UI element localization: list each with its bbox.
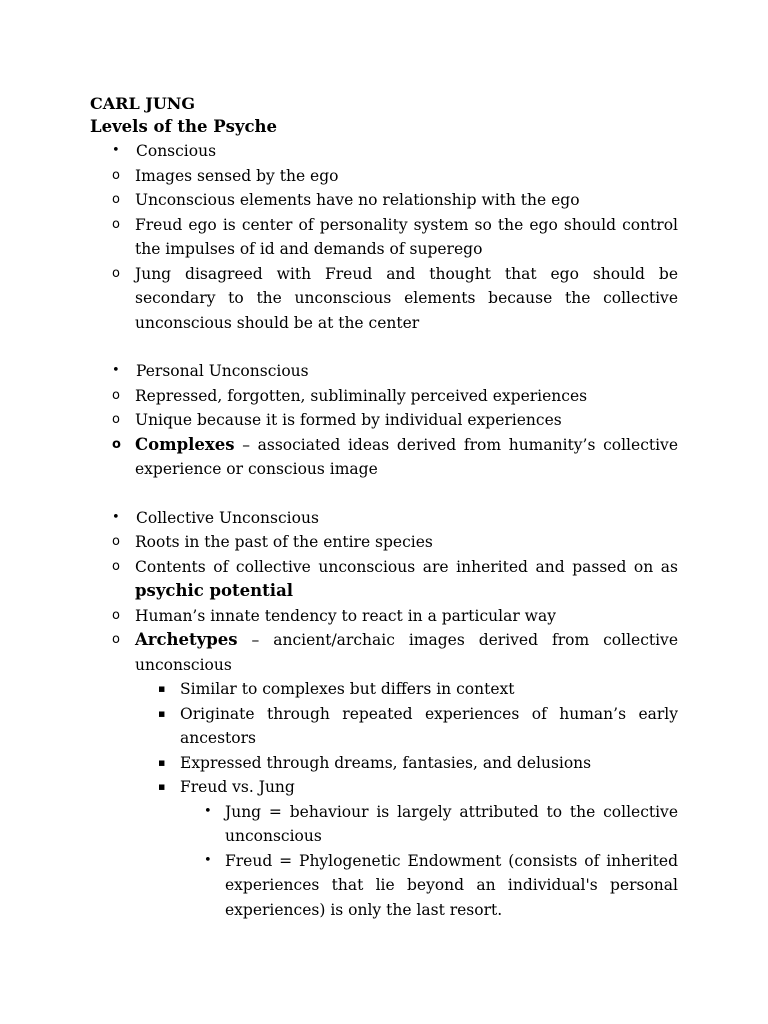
collective-sublist — [90, 530, 678, 922]
list-item-label: Conscious — [136, 142, 217, 160]
list-item-text: Jung = behaviour is largely attributed to the collective unconscious — [225, 802, 678, 845]
list-item-text: Unique because it is formed by individual experiences — [135, 411, 562, 429]
conscious-sublist — [90, 164, 678, 336]
list-item-personal-unconscious — [90, 359, 678, 482]
list-item — [90, 384, 678, 409]
circle-bullet-icon: o — [112, 216, 120, 232]
term-definition: – associated ideas derived from humanity’s collective experience or conscious image — [135, 435, 678, 478]
circle-bullet-icon: o — [112, 632, 120, 647]
list-item-conscious — [90, 139, 678, 335]
square-bullet-icon: ▪ — [158, 706, 166, 720]
list-item-text: Roots in the past of the entire species — [135, 533, 433, 551]
list-item-text: Images sensed by the ego — [135, 166, 339, 185]
list-item-archetypes — [90, 628, 678, 922]
circle-bullet-icon: o — [112, 265, 120, 281]
list-item — [90, 262, 678, 336]
circle-bullet-icon: o — [112, 534, 120, 549]
term-definition: – ancient/archaic images derived from collective unconscious — [135, 631, 678, 674]
list-item — [180, 849, 678, 923]
circle-bullet-icon: o — [112, 167, 120, 183]
list-item-collective-unconscious — [90, 506, 678, 923]
list-item — [90, 408, 678, 433]
list-item — [180, 800, 678, 849]
list-item-text: Expressed through dreams, fantasies, and delusions — [180, 753, 592, 772]
list-item — [90, 164, 678, 189]
circle-bullet-icon: o — [112, 387, 120, 403]
circle-bullet-icon: o — [112, 607, 120, 623]
list-item-freud-vs-jung — [135, 775, 678, 922]
bullet-icon: • — [112, 363, 120, 378]
list-item-text: Human’s innate tendency to react in a particular way — [135, 606, 556, 625]
list-item — [90, 555, 678, 604]
list-item — [90, 213, 678, 262]
list-item — [90, 530, 678, 555]
list-item-label: Collective Unconscious — [136, 508, 319, 527]
bullet-icon: • — [112, 509, 120, 525]
freud-vs-jung-sublist — [180, 800, 678, 923]
square-bullet-icon: ▪ — [158, 682, 166, 695]
list-item — [135, 702, 678, 751]
square-bullet-icon: ▪ — [158, 755, 166, 769]
square-bullet-icon: ▪ — [158, 780, 166, 793]
circle-bullet-icon: o — [112, 412, 120, 427]
archetypes-sublist — [135, 677, 678, 922]
bullet-icon: • — [204, 852, 212, 868]
term-psychic-potential: psychic potential — [135, 581, 294, 600]
section-heading: Levels of the Psyche — [90, 117, 278, 136]
list-item-text: Unconscious elements have no relationship with the ego — [135, 191, 580, 209]
list-item-text: Freud ego is center of personality system so the ego should control the impulses of id and demands of superego — [135, 215, 678, 258]
bullet-icon: • — [204, 803, 212, 819]
document-title: CARL JUNG — [90, 94, 196, 113]
circle-bullet-icon: o — [112, 558, 120, 574]
list-item-text: Similar to complexes but differs in context — [180, 680, 515, 698]
list-item — [90, 604, 678, 629]
spacer — [90, 335, 678, 359]
bullet-icon: • — [112, 143, 120, 158]
list-item — [90, 188, 678, 213]
circle-bullet-icon: o — [112, 192, 120, 207]
term-archetypes: Archetypes — [135, 630, 238, 649]
list-item-complexes — [90, 433, 678, 482]
personal-sublist — [90, 384, 678, 482]
document-page — [90, 93, 678, 922]
list-item-text: Jung disagreed with Freud and thought that ego should be secondary to the unconscious elements because the collective unconscious should be at the center — [135, 264, 678, 332]
list-item-text: Repressed, forgotten, subliminally perceived experiences — [135, 386, 588, 405]
circle-bullet-icon: o — [112, 436, 121, 452]
list-item-label: Personal Unconscious — [136, 362, 309, 380]
list-item — [135, 751, 678, 776]
list-item-text: Contents of collective unconscious are inherited and passed on as — [135, 557, 678, 576]
spacer — [90, 482, 678, 506]
list-item-text: Freud vs. Jung — [180, 778, 295, 796]
psyche-levels-list — [90, 139, 678, 922]
list-item — [135, 677, 678, 702]
term-complexes: Complexes — [135, 434, 235, 454]
list-item-text: Originate through repeated experiences of human’s early ancestors — [180, 704, 678, 747]
list-item-text: Freud = Phylogenetic Endowment (consists of inherited experiences that lie beyond an individual's personal experiences) is only the last resort. — [225, 851, 678, 919]
